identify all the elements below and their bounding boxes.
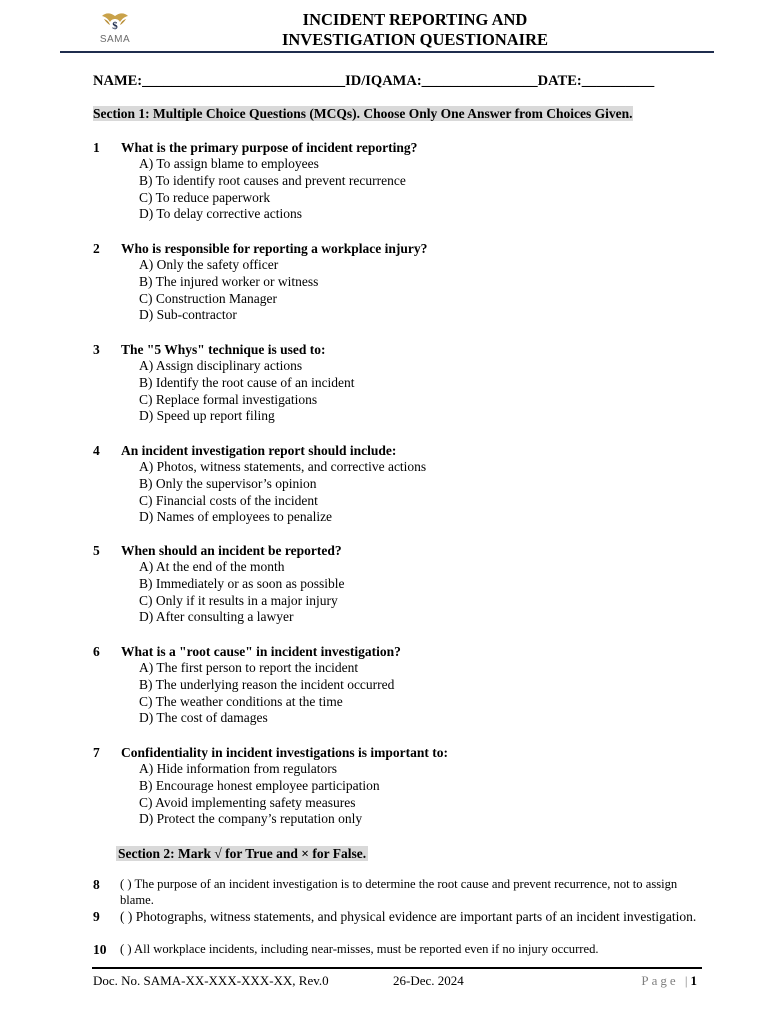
question-1 [93,139,713,223]
item-statement: ( ) The purpose of an incident investigation is to determine the root cause and prevent recurrence, not to assign blame. [120,877,678,907]
winged-dollar-icon [102,10,128,34]
answer-option: D) Speed up report filing [139,408,275,424]
question-text: Who is responsible for reporting a workplace injury? [121,241,428,256]
section2-heading [116,845,368,862]
item-number: 10 [93,942,107,957]
logo-text: SAMA [99,34,131,45]
answer-option: B) The underlying reason the incident occurred [139,676,395,692]
answer-option: A) Hide information from regulators [139,761,337,776]
answer-option: A) To assign blame to employees [139,156,319,171]
page-label: Page | [641,973,691,988]
answer-option: A) Photos, witness statements, and corrective actions [139,459,427,474]
question-5 [93,542,713,626]
section2-heading-text: Section 2: Mark √ for True and × for False. [118,846,367,861]
answer-option: B) Encourage honest employee participation [139,777,380,793]
item-number: 9 [93,909,100,924]
question-text: When should an incident be reported? [121,543,342,558]
answer-option: A) At the end of the month [139,559,285,574]
document-date: 26-Dec. 2024 [393,973,464,988]
answer-option: C) To reduce paperwork [139,189,271,205]
answer-option: B) Identify the root cause of an incident [139,374,355,390]
question-text: What is a "root cause" in incident investigation? [121,644,401,659]
answer-option: D) Names of employees to penalize [139,509,333,525]
answer-option: B) The injured worker or witness [139,273,319,289]
answer-option: B) Immediately or as soon as possible [139,575,345,591]
section1-heading-text: Section 1: Multiple Choice Questions (MCQs). Choose Only One Answer from Choices Given. [93,106,633,121]
question-text: What is the primary purpose of incident reporting? [121,140,418,155]
question-number: 4 [93,443,100,458]
question-number: 2 [93,241,100,256]
question-6 [93,643,713,727]
document-title: INCIDENT REPORTING AND INVESTIGATION QUESTIONAIRE [281,10,549,49]
question-number: 3 [93,342,100,357]
answer-option: D) The cost of damages [139,710,268,726]
item-statement: ( ) Photographs, witness statements, and physical evidence are important parts of an incident investigation. [120,909,697,924]
answer-option: B) Only the supervisor’s opinion [139,475,317,491]
footer-divider [92,967,702,969]
question-number: 6 [93,644,100,659]
answer-option: A) Only the safety officer [139,257,279,272]
answer-option: B) To identify root causes and prevent recurrence [139,172,406,188]
answer-option: A) The first person to report the incident [139,660,359,675]
question-text: An incident investigation report should include: [121,443,397,458]
dollar-symbol: $ [112,20,118,32]
name-id-date-line: NAME:____________________________ID/IQAMA:________________DATE:__________ [93,73,655,89]
question-number: 1 [93,140,100,155]
answer-option: C) Only if it results in a major injury [139,592,338,608]
question-3 [93,341,713,425]
answer-option: D) Sub-contractor [139,307,237,323]
question-number: 7 [93,745,100,760]
document-number: Doc. No. SAMA-XX-XXX-XXX-XX, Rev.0 [93,973,329,988]
section1-heading [93,105,673,122]
answer-option: C) The weather conditions at the time [139,693,343,709]
document-header [0,0,768,56]
answer-option: C) Construction Manager [139,290,277,306]
question-7 [93,744,713,828]
sama-logo [88,10,142,48]
question-number: 5 [93,543,100,558]
question-2 [93,240,713,324]
answer-option: D) After consulting a lawyer [139,609,294,625]
page-indicator [641,973,697,989]
answer-option: C) Replace formal investigations [139,391,318,407]
question-4 [93,442,713,526]
answer-option: C) Avoid implementing safety measures [139,794,356,810]
question-text: Confidentiality in incident investigations is important to: [121,745,449,760]
header-divider [60,51,714,53]
answer-option: C) Financial costs of the incident [139,492,318,508]
page-number: 1 [690,973,697,988]
answer-option: D) To delay corrective actions [139,206,302,222]
item-statement: ( ) All workplace incidents, including near-misses, must be reported even if no injury occurred. [120,942,599,956]
answer-option: D) Protect the company’s reputation only [139,811,363,827]
question-text: The "5 Whys" technique is used to: [121,342,326,357]
item-number: 8 [93,877,100,892]
answer-option: A) Assign disciplinary actions [139,358,303,373]
